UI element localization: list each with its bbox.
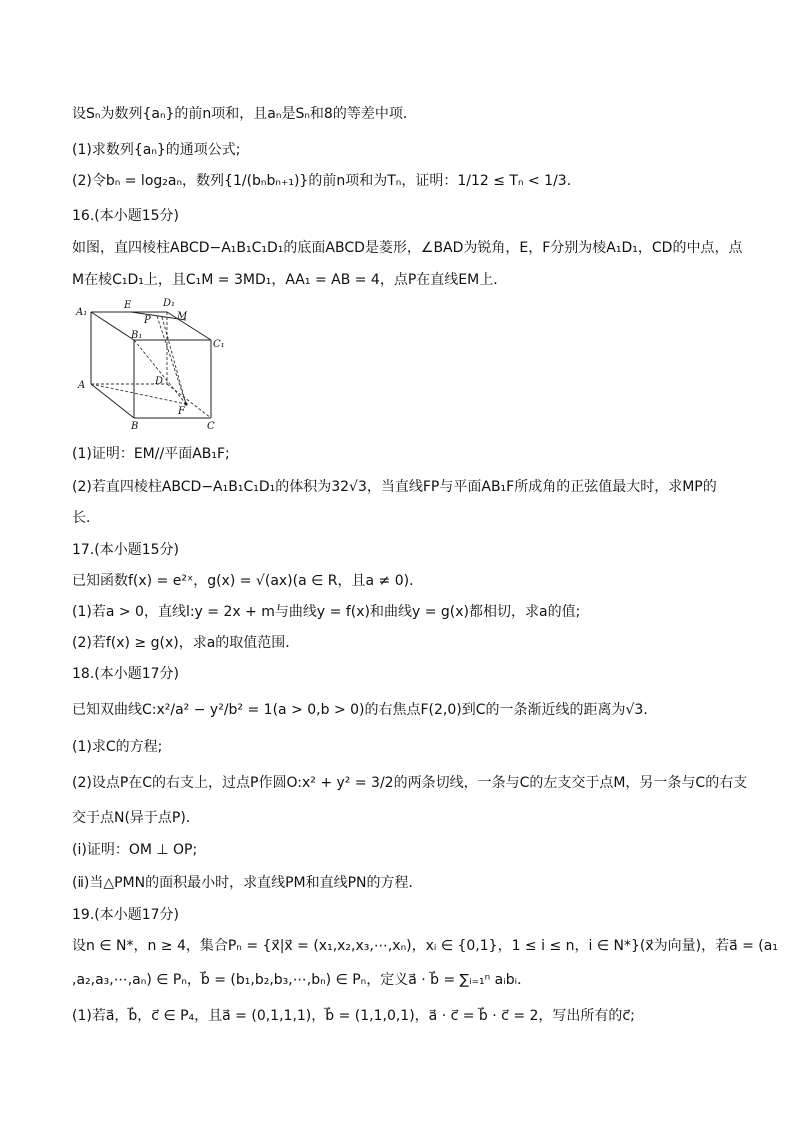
problem-17-heading: 17.(本小题15分)	[72, 542, 180, 558]
problem-17-stem: 已知函数f(x) = e²ˣ，g(x) = √(ax)(a ∈ R，且a ≠ 0)．	[72, 573, 424, 589]
label-C1: C₁	[213, 339, 225, 350]
problem-18-part-2-ii: (ⅱ)当△PMN的面积最小时，求直线PM和直线PN的方程．	[72, 875, 423, 891]
problem-18-heading: 18.(本小题17分)	[72, 666, 180, 682]
problem-15-part-1: (1)求数列{aₙ}的通项公式;	[72, 142, 241, 158]
problem-16-part-2: (2)若直四棱柱ABCD−A₁B₁C₁D₁的体积为32√3，当直线FP与平面AB₁F所成角的正弦值最大时，求MP的	[72, 479, 717, 495]
label-D1: D₁	[163, 298, 176, 309]
problem-19-part-1: (1)若a⃗，b⃗，c⃗ ∈ P₄，且a⃗ = (0,1,1,1)，b⃗ = (1,1,0,1)，a⃗ · c⃗ = b⃗ · c⃗ = 2，写出所有的c⃗;	[72, 1008, 635, 1024]
problem-18-part-2: (2)设点P在C的右支上，过点P作圆O:x² + y² = 3/2的两条切线，一条与C的左支交于点M，另一条与C的右支	[72, 775, 748, 791]
label-E: E	[124, 300, 132, 311]
label-F: F	[178, 406, 185, 417]
problem-19-heading: 19.(本小题17分)	[72, 907, 180, 923]
problem-17-part-1: (1)若a > 0，直线l:y = 2x + m与曲线y = f(x)和曲线y = g(x)都相切，求a的值;	[72, 604, 581, 620]
label-D: D	[155, 376, 164, 387]
problem-18-part-2-i: (ⅰ)证明：OM ⊥ OP;	[72, 842, 198, 858]
label-B1: B₁	[131, 330, 143, 341]
problem-16-part-2-cont: 长．	[72, 510, 100, 526]
problem-15-stem: 设Sₙ为数列{aₙ}的前n项和，且aₙ是Sₙ和8的等差中项．	[72, 106, 417, 122]
problem-19-stem-line-2: ,a₂,a₃,⋯,aₙ) ∈ Pₙ，b⃗ = (b₁,b₂,b₃,⋯,bₙ) ∈ Pₙ，定义a⃗ · b⃗ = ∑ᵢ₌₁ⁿ aᵢbᵢ．	[72, 972, 532, 988]
problem-16-heading: 16.(本小题15分)	[72, 208, 180, 224]
problem-19-stem-line-1: 设n ∈ N*，n ≥ 4，集合Pₙ = {x⃗|x⃗ = (x₁,x₂,x₃,⋯,xₙ)，xᵢ ∈ {0,1}，1 ≤ i ≤ n，i ∈ N*}(x⃗为向量)，若a⃗ = (a₁	[72, 938, 778, 954]
label-B: B	[131, 421, 139, 430]
problem-16-part-1: (1)证明：EM//平面AB₁F;	[72, 446, 230, 462]
problem-18-part-1: (1)求C的方程;	[72, 739, 163, 755]
label-A1: A₁	[76, 307, 88, 318]
label-M: M	[177, 311, 188, 322]
problem-15-part-2: (2)令bₙ = log₂aₙ，数列{1/(bₙbₙ₊₁)}的前n项和为Tₙ，证明：1/12 ≤ Tₙ < 1/3．	[72, 173, 581, 189]
prism-figure	[74, 292, 234, 430]
label-P: P	[144, 315, 151, 326]
problem-16-stem-line-2: M在棱C₁D₁上，且C₁M = 3MD₁，AA₁ = AB = 4，点P在直线EM上．	[72, 272, 508, 288]
problem-18-stem: 已知双曲线C:x²/a² − y²/b² = 1(a > 0,b > 0)的右焦点F(2,0)到C的一条渐近线的距离为√3．	[72, 702, 658, 718]
label-A: A	[78, 380, 86, 391]
label-C: C	[207, 421, 215, 430]
problem-18-part-2-cont: 交于点N(异于点P)．	[72, 810, 200, 826]
problem-17-part-2: (2)若f(x) ≥ g(x)，求a的取值范围．	[72, 635, 300, 651]
problem-16-stem-line-1: 如图，直四棱柱ABCD−A₁B₁C₁D₁的底面ABCD是菱形，∠BAD为锐角，E，F分别为棱A₁D₁，CD的中点，点	[72, 240, 743, 256]
